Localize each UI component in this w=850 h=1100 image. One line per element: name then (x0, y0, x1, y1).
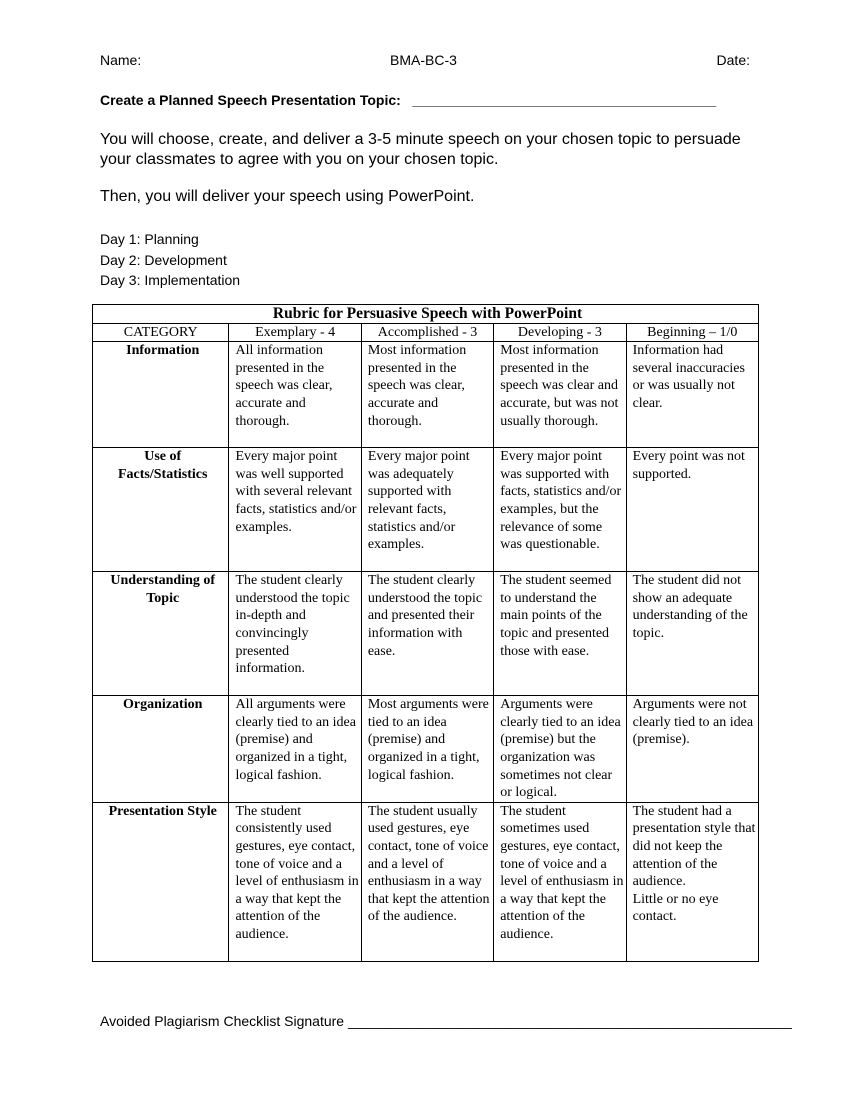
category-cell: Organization (93, 696, 229, 803)
rubric-title-row (93, 305, 759, 324)
table-row (93, 342, 759, 448)
criteria-cell: The student did not show an adequate understanding of the topic. (626, 572, 758, 696)
criteria-cell: Arguments were clearly tied to an idea (premise) but the organization was sometimes not clear or logical. (494, 696, 626, 803)
topic-line: Create a Planned Speech Presentation Topic: _______________________________________ (100, 92, 717, 108)
category-cell: Use of Facts/Statistics (93, 448, 229, 572)
criteria-cell: Every point was not supported. (626, 448, 758, 572)
criteria-cell: Information had several inaccuracies or was usually not clear. (626, 342, 758, 448)
plagiarism-signature-line: Avoided Plagiarism Checklist Signature _________________________________________________________ (100, 1013, 792, 1029)
powerpoint-paragraph: Then, you will deliver your speech using PowerPoint. (100, 188, 475, 205)
criteria-cell: Every major point was supported with facts, statistics and/or examples, but the relevance of some was questionable. (494, 448, 626, 572)
course-code: BMA-BC-3 (390, 52, 457, 68)
document-header (100, 52, 750, 72)
day-item: Day 2: Development (100, 251, 227, 268)
rubric-header-row (93, 323, 759, 342)
name-label: Name: (100, 52, 142, 68)
criteria-cell: Most information presented in the speech was clear, accurate and thorough. (361, 342, 493, 448)
criteria-cell: Every major point was well supported with several relevant facts, statistics and/or examples. (229, 448, 361, 572)
category-cell: Information (93, 342, 229, 448)
criteria-cell: The student sometimes used gestures, eye contact, tone of voice and a level of enthusiasm in a way that kept the attention of the audience. (494, 802, 626, 961)
criteria-cell: The student usually used gestures, eye contact, tone of voice and a level of enthusiasm in a way that kept the attention of the audience. (361, 802, 493, 961)
table-row (93, 696, 759, 803)
day-list (100, 229, 240, 291)
criteria-cell: All arguments were clearly tied to an idea (premise) and organized in a tight, logical fashion. (229, 696, 361, 803)
date-label: Date: (716, 52, 750, 68)
category-cell: Presentation Style (93, 802, 229, 961)
criteria-cell: The student clearly understood the topic and presented their information with ease. (361, 572, 493, 696)
category-cell: Understanding of Topic (93, 572, 229, 696)
criteria-cell: All information presented in the speech was clear, accurate and thorough. (229, 342, 361, 448)
table-row (93, 448, 759, 572)
criteria-cell: The student had a presentation style that did not keep the attention of the audience. Little or no eye contact. (626, 802, 758, 961)
rubric-title: Rubric for Persuasive Speech with PowerPoint (93, 305, 759, 324)
day-item: Day 1: Planning (100, 231, 199, 247)
criteria-cell: Every major point was adequately supported with relevant facts, statistics and/or examples. (361, 448, 493, 572)
day-item: Day 3: Implementation (100, 272, 241, 288)
criteria-cell: Most information presented in the speech was clear and accurate, but was not usually thorough. (494, 342, 626, 448)
criteria-cell: The student consistently used gestures, eye contact, tone of voice and a level of enthusiasm in a way that kept the attention of the audience. (229, 802, 361, 961)
criteria-cell: The student clearly understood the topic in-depth and convincingly presented information. (229, 572, 361, 696)
table-row (93, 802, 759, 961)
rubric-table (92, 304, 759, 962)
header-beginning: Beginning – 1/0 (626, 323, 758, 342)
criteria-cell: The student seemed to understand the main points of the topic and presented those with ease. (494, 572, 626, 696)
criteria-cell: Arguments were not clearly tied to an idea (premise). (626, 696, 758, 803)
criteria-cell: Most arguments were tied to an idea (premise) and organized in a tight, logical fashion. (361, 696, 493, 803)
header-category: CATEGORY (93, 323, 229, 342)
intro-paragraph: You will choose, create, and deliver a 3-5 minute speech on your chosen topic to persuade your classmates to agree with you on your chosen topic. (100, 131, 741, 168)
header-developing: Developing - 3 (494, 323, 626, 342)
header-exemplary: Exemplary - 4 (229, 323, 361, 342)
header-accomplished: Accomplished - 3 (361, 323, 493, 342)
table-row (93, 572, 759, 696)
